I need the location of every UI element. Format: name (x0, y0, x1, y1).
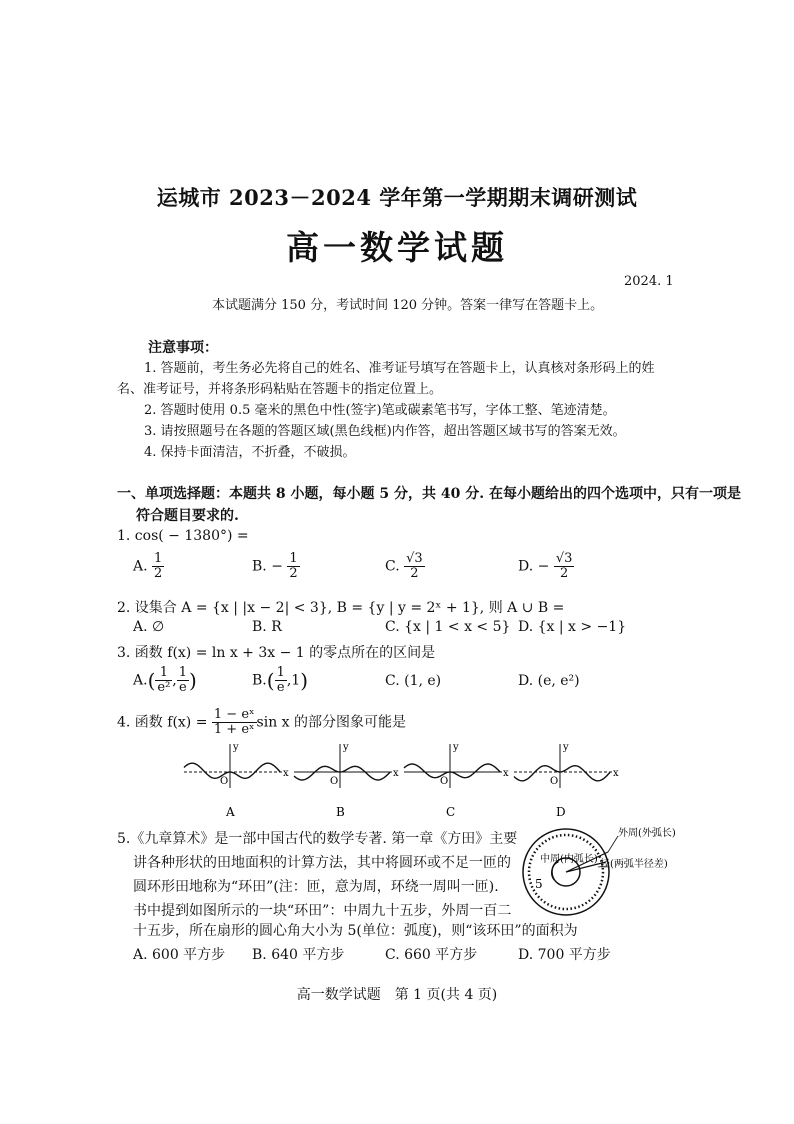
q2-option-b: B. R (252, 619, 282, 635)
graph-B-origin: O (330, 776, 339, 787)
q5-line-2: 讲各种形状的田地面积的计算方法，其中将圆环或不足一匝的 (133, 855, 511, 871)
q3-option-d: D. (e, e²) (518, 673, 580, 689)
graph-C-x-label: x (503, 768, 509, 779)
graph-D-y-label: y (563, 742, 569, 753)
graph-B-option-label: B (336, 805, 345, 819)
section-1-line-1: 一、单项选择题：本题共 8 小题，每小题 5 分，共 40 分. 在每小题给出的四个选项中，只有一项是 (117, 486, 741, 502)
graph-D-origin: O (550, 776, 559, 787)
note-2: 2. 答题时使用 0.5 毫米的黑色中性(签字)笔或碳素笔书写，字体工整、笔迹清楚。 (144, 403, 616, 418)
q4-graphs (180, 740, 620, 820)
q5-option-c: C. 660 平方步 (385, 947, 478, 963)
note-3: 3. 请按照题号在各题的答题区域(黑色线框)内作答，超出答题区域书写的答案无效。 (144, 424, 626, 439)
q5-line-1: 5.《九章算术》是一部中国古代的数学专著. 第一章《方田》主要 (117, 831, 518, 847)
section-1-line-2: 符合题目要求的. (136, 508, 239, 524)
graph-D-option-label: D (556, 805, 566, 819)
exam-date: 2024. 1 (624, 274, 674, 289)
q5-line-5: 十五步，所在扇形的圆心角大小为 5(单位：弧度)，则“该环田”的面积为 (133, 923, 578, 939)
subject-title: 高一数学试题 (286, 228, 508, 267)
notes-heading: 注意事项： (148, 340, 218, 356)
graph-C-origin: O (440, 776, 449, 787)
note-1b: 名、准考证号，并将条形码粘贴在答题卡的指定位置上。 (117, 382, 443, 397)
q1-stem: 1. cos( − 1380°) = (117, 528, 249, 544)
graph-D-curve (514, 766, 610, 781)
q2-stem: 2. 设集合 A = {x | |x − 2| < 3}, B = {y | y = 2ˣ + 1}, 则 A ∪ B = (117, 600, 565, 616)
note-1a: 1. 答题前，考生务必先将自己的姓名、准考证号填写在答题卡上，认真核对条形码上的姓 (144, 361, 655, 376)
q1-option-d: D. − $\frac{√3}{2}$ (518, 551, 573, 581)
q5-option-b: B. 640 平方步 (252, 947, 345, 963)
q1-option-c: C. $\frac{√3}{2}$ (385, 551, 423, 581)
q5-ring-figure (510, 822, 685, 922)
page-footer: 高一数学试题 第 1 页(共 4 页) (296, 987, 498, 1003)
note-4: 4. 保持卡面清洁，不折叠，不破损。 (144, 445, 356, 460)
q2-option-d: D. {x | x > −1} (518, 619, 627, 635)
q2-option-a: A. ∅ (133, 619, 165, 635)
graph-C-option-label: C (446, 805, 456, 819)
graph-A-origin: O (220, 776, 229, 787)
q5-line-3: 圆环形田地称为“环田”(注：匝，意为周，环绕一周叫一匝). (133, 879, 499, 895)
graph-C-y-label: y (453, 742, 459, 753)
q3-option-a: A.( $\frac{1}{\text{e²}}$ , $\frac{1}{e}$ ) (133, 665, 197, 695)
graph-B-x-label: x (393, 768, 399, 779)
label-angle: 5 (535, 877, 543, 891)
graph-B-curve (294, 766, 390, 780)
graph-A-curve (184, 763, 280, 778)
q3-option-c: C. (1, e) (385, 673, 442, 689)
label-outer-arc: 外周(外弧长) (618, 828, 676, 839)
q5-line-4: 书中提到如图所示的一块“环田”：中周九十五步，外周一百二 (133, 903, 512, 919)
label-jing: 径(两弧半径差) (600, 859, 668, 870)
q4-stem: 4. 函数 f(x) = $\frac{\text{1 − eˣ}}{\text{1 + eˣ}}$ sin x 的部分图象可能是 (117, 707, 407, 737)
graph-A-option-label: A (226, 805, 235, 819)
graph-D-x-label: x (613, 768, 619, 779)
label-inner-arc: 中周(内弧长) (540, 854, 598, 865)
q2-option-c: C. {x | 1 < x < 5} (385, 619, 511, 635)
q5-option-a: A. 600 平方步 (133, 947, 226, 963)
exam-intro: 本试题满分 150 分，考试时间 120 分钟。答案一律写在答题卡上。 (212, 298, 604, 313)
graph-B-y-label: y (343, 742, 349, 753)
graph-A-y-label: y (233, 742, 239, 753)
q1-option-a: A. $\frac{1}{2}$ (133, 551, 163, 581)
q3-option-b: B.( $\frac{1}{e}$ ,1) (252, 665, 309, 695)
q3-stem: 3. 函数 f(x) = ln x + 3x − 1 的零点所在的区间是 (117, 645, 436, 661)
graph-C-curve (404, 764, 500, 778)
exam-title: 运城市 2023－2024 学年第一学期期末调研测试 (156, 185, 638, 210)
q1-option-b: B. − $\frac{1}{2}$ (252, 551, 298, 581)
graph-A-x-label: x (283, 768, 289, 779)
outer-leader (608, 836, 618, 852)
q5-option-d: D. 700 平方步 (518, 947, 611, 963)
